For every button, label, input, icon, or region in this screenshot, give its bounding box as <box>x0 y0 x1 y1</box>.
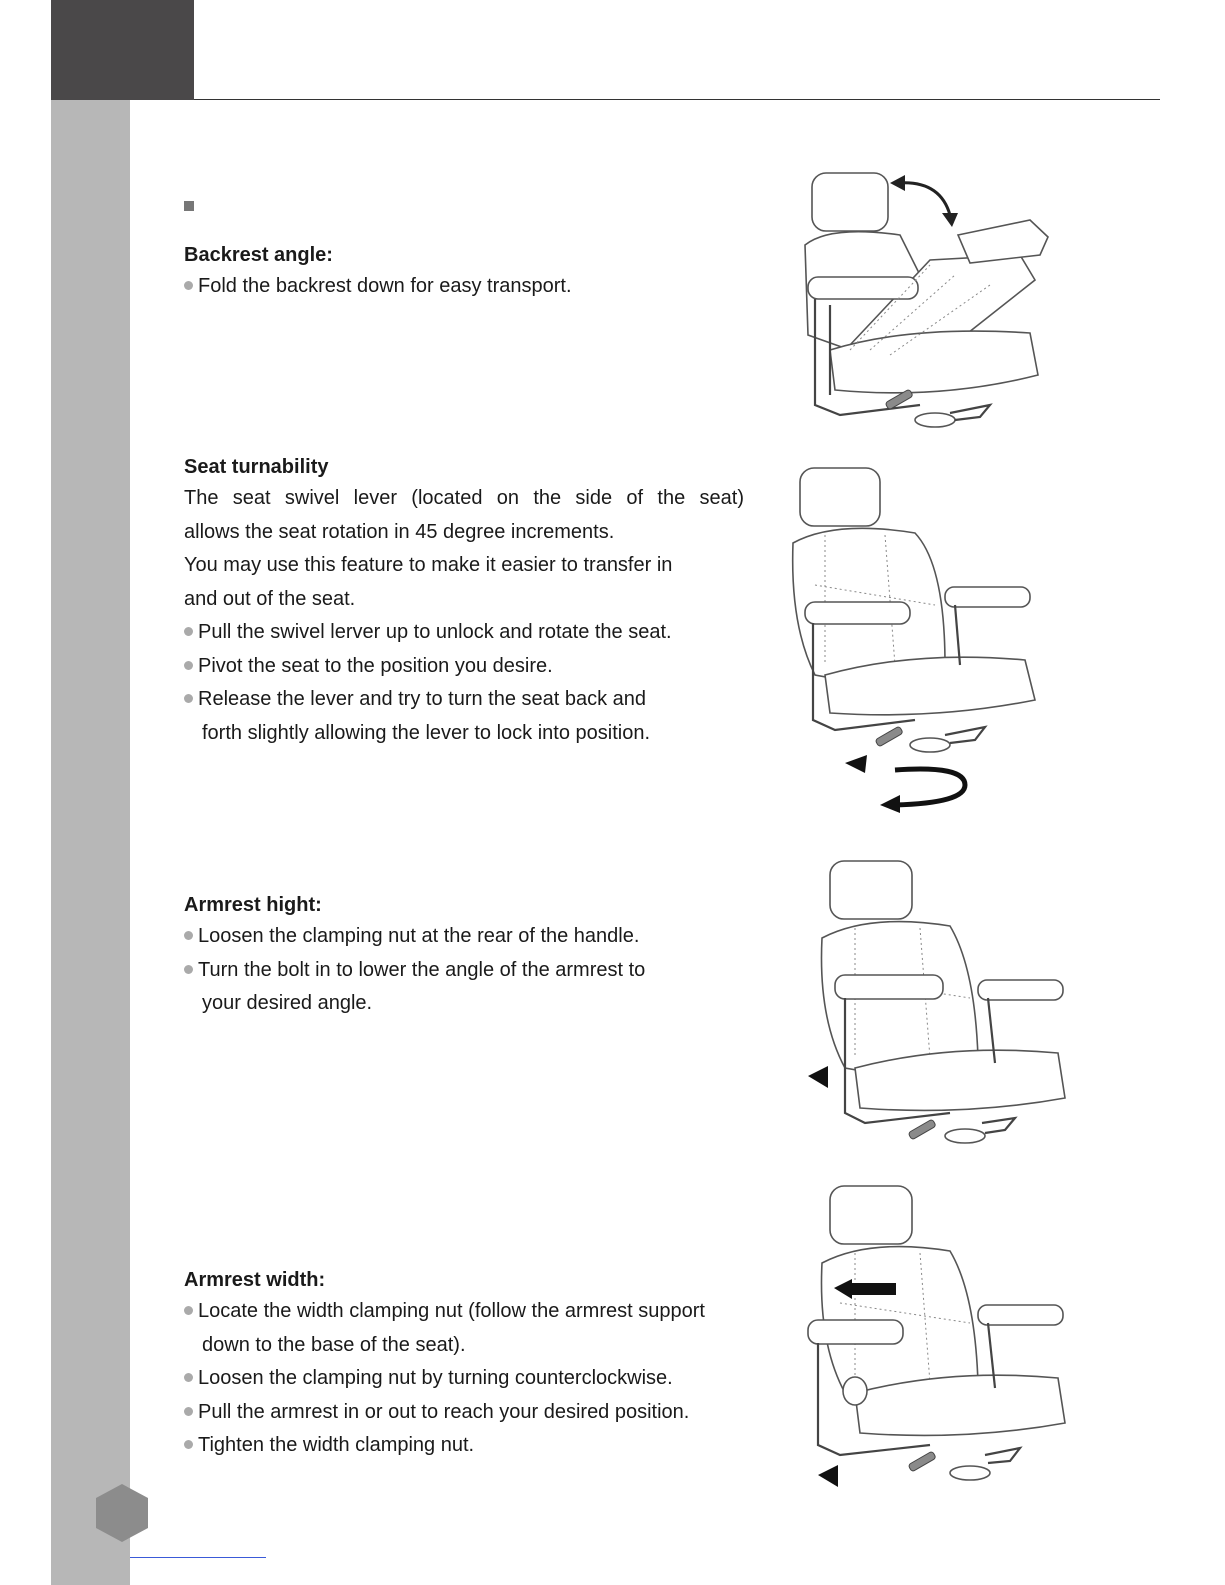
bullet-icon <box>184 1440 193 1449</box>
section-title: Armrest hight: <box>184 894 322 916</box>
list-item-continuation: down to the base of the seat). <box>202 1333 466 1356</box>
bullet-icon <box>184 1373 193 1382</box>
paragraph-line: allows the seat rotation in 45 degree increments. <box>184 520 615 543</box>
section-armrest-width <box>184 1265 744 1463</box>
bullet-icon <box>184 1407 193 1416</box>
section-title: Seat turnability <box>184 456 329 478</box>
armrest-width-illustration <box>800 1183 1070 1488</box>
section-marker-icon <box>184 201 194 211</box>
section-armrest-height <box>184 890 744 1021</box>
footer-link-underline <box>130 1557 266 1558</box>
list-item: Locate the width clamping nut (follow the armrest support <box>184 1295 744 1329</box>
list-item: Pull the swivel lerver up to unlock and rotate the seat. <box>184 616 744 650</box>
seat-swivel-illustration <box>785 465 1050 815</box>
list-item: Pull the armrest in or out to reach your desired position. <box>184 1396 744 1430</box>
list-item-continuation: your desired angle. <box>202 992 373 1014</box>
section-title: Backrest angle: <box>184 244 333 266</box>
bullet-icon <box>184 661 193 670</box>
header-rule <box>194 99 1160 100</box>
paragraph-line: and out of the seat. <box>184 587 356 610</box>
list-item: Tighten the width clamping nut. <box>184 1429 744 1463</box>
list-item-continuation: forth slightly allowing the lever to lock into position. <box>202 721 651 744</box>
seat-backrest-fold-illustration <box>790 165 1060 430</box>
list-item: Pivot the seat to the position you desire. <box>184 650 744 684</box>
paragraph-line: You may use this feature to make it easier to transfer in <box>184 554 673 576</box>
list-item: Fold the backrest down for easy transport. <box>184 270 744 304</box>
bullet-icon <box>184 627 193 636</box>
side-bar <box>51 100 130 1585</box>
paragraph-line: The seat swivel lever (located on the side of the seat) <box>184 487 744 509</box>
bullet-icon <box>184 965 193 974</box>
bullet-icon <box>184 1306 193 1315</box>
page-number-badge <box>96 1484 148 1542</box>
armrest-height-illustration <box>800 858 1070 1148</box>
header-tab <box>51 0 194 100</box>
section-seat-turnability <box>184 452 744 750</box>
section-title: Armrest width: <box>184 1269 326 1291</box>
list-item: Loosen the clamping nut at the rear of the handle. <box>184 920 744 954</box>
list-item: Release the lever and try to turn the seat back and <box>184 683 744 717</box>
bullet-icon <box>184 281 193 290</box>
list-item: Loosen the clamping nut by turning counterclockwise. <box>184 1362 744 1396</box>
section-backrest-angle <box>184 240 744 304</box>
bullet-icon <box>184 931 193 940</box>
list-item: Turn the bolt in to lower the angle of the armrest to <box>184 954 744 988</box>
bullet-icon <box>184 694 193 703</box>
